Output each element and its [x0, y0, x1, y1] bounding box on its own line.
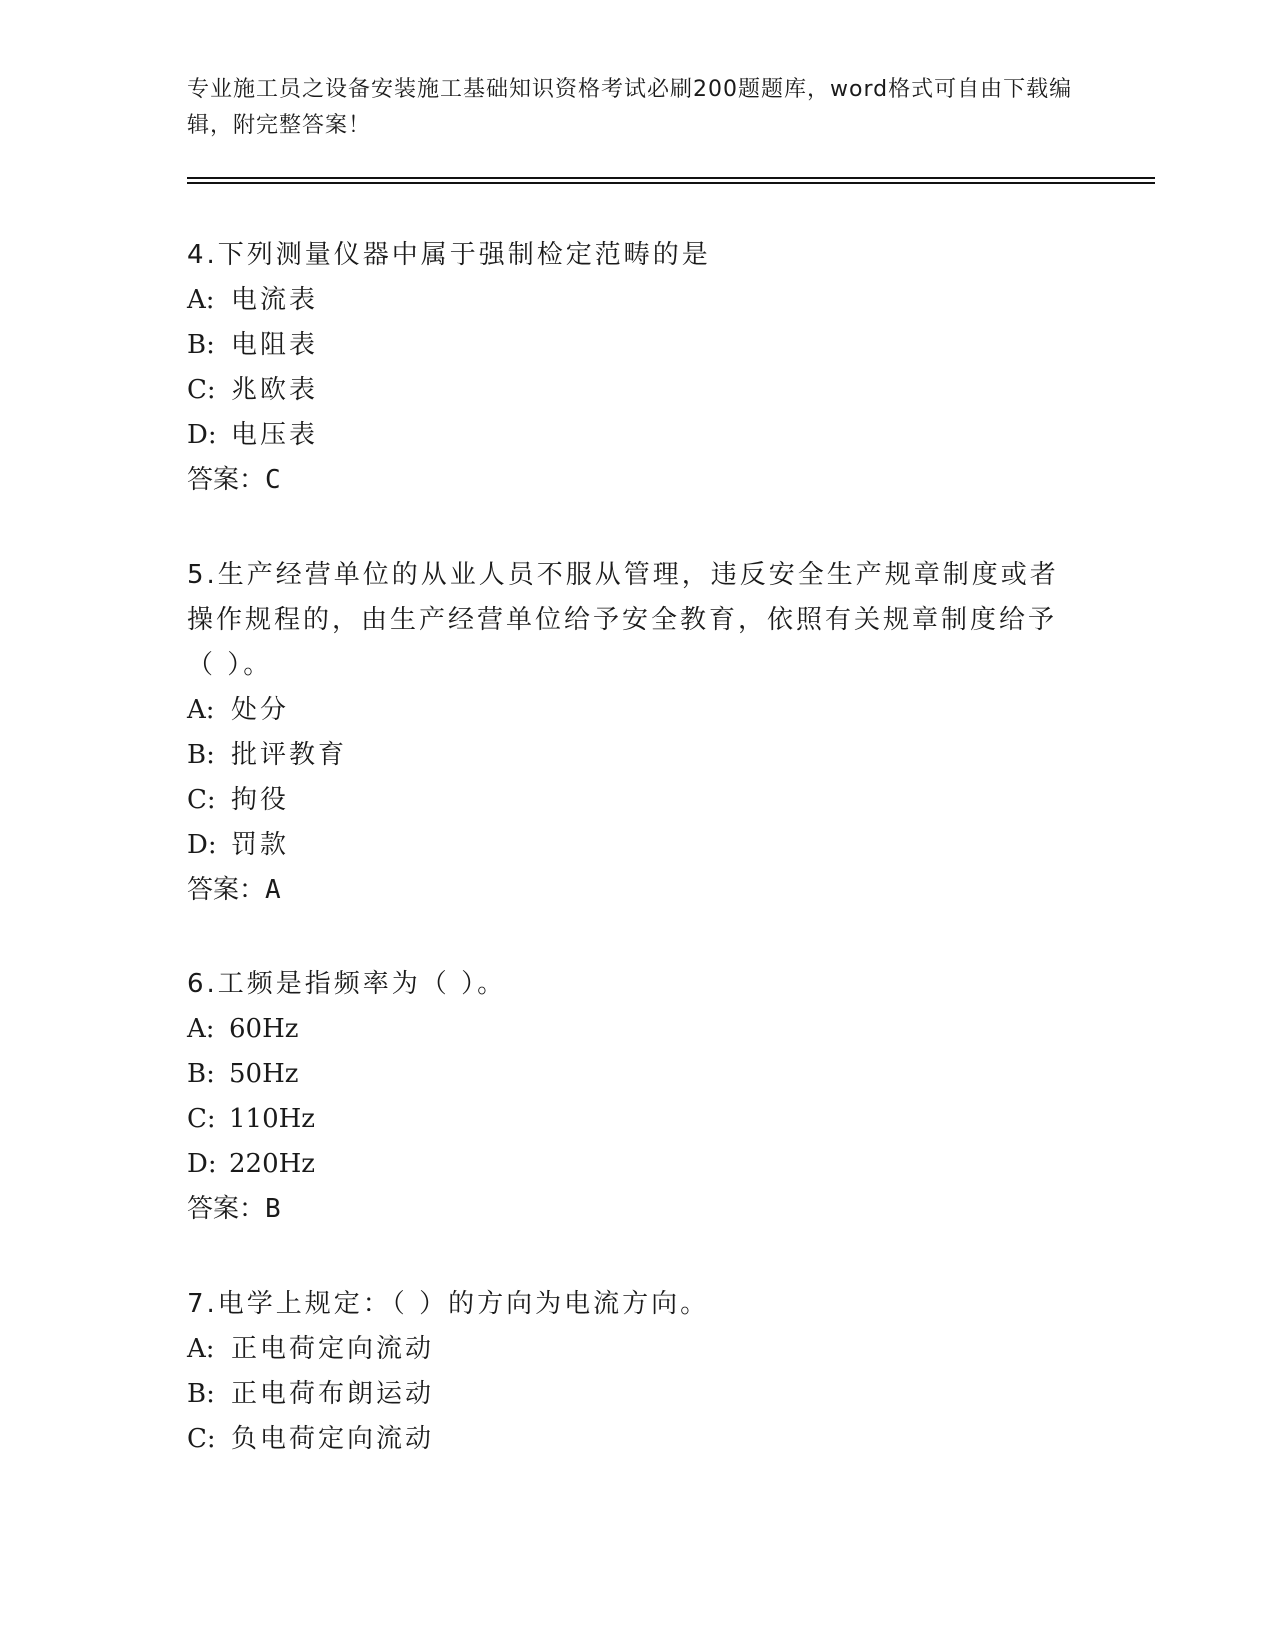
option-key: A: [187, 1014, 215, 1044]
option-key: C: [187, 785, 216, 815]
option-text: 电流表 [231, 285, 319, 315]
header-divider-top [187, 177, 1155, 179]
option-d [187, 823, 1067, 868]
option-key: D: [187, 830, 217, 860]
question-stem: 6.工频是指频率为（ ）。 [187, 969, 507, 999]
answer-label: 答案： [187, 465, 266, 495]
option-b [187, 1372, 1067, 1417]
option-text: 电阻表 [231, 330, 319, 360]
option-text: 60Hz [229, 1014, 299, 1044]
option-a [187, 688, 1067, 733]
option-text: 220Hz [229, 1149, 315, 1179]
header-divider-bottom [187, 182, 1155, 184]
answer-line [187, 868, 1067, 913]
document-header: 专业施工员之设备安装施工基础知识资格考试必刷200题题库，word格式可自由下载编辑，附完整答案！ [187, 77, 1073, 138]
option-b [187, 323, 1067, 368]
option-text: 正电荷定向流动 [231, 1334, 435, 1364]
answer-value: C [265, 465, 281, 495]
answer-label: 答案： [187, 1194, 266, 1224]
answer-value: A [265, 875, 281, 905]
question-6 [187, 962, 1067, 1232]
option-key: B: [187, 1379, 215, 1409]
option-b [187, 1052, 1067, 1097]
option-key: C: [187, 1424, 216, 1454]
answer-line [187, 458, 1067, 503]
answer-line [187, 1187, 1067, 1232]
option-key: B: [187, 330, 215, 360]
option-c [187, 1417, 1067, 1462]
option-d [187, 1142, 1067, 1187]
option-a [187, 278, 1067, 323]
answer-value: B [265, 1194, 281, 1224]
option-c [187, 778, 1067, 823]
option-text: 拘役 [231, 785, 290, 815]
option-key: B: [187, 1059, 215, 1089]
option-text: 正电荷布朗运动 [231, 1379, 435, 1409]
option-key: A: [187, 695, 215, 725]
option-text: 负电荷定向流动 [231, 1424, 435, 1454]
answer-label: 答案： [187, 875, 266, 905]
option-text: 电压表 [231, 420, 319, 450]
option-text: 批评教育 [231, 740, 348, 770]
option-key: D: [187, 420, 217, 450]
question-stem: 5.生产经营单位的从业人员不服从管理，违反安全生产规章制度或者操作规程的，由生产经营单位给予安全教育，依照有关规章制度给予（ ）。 [187, 560, 1059, 680]
question-5 [187, 553, 1067, 913]
question-stem: 7.电学上规定：（ ）的方向为电流方向。 [187, 1289, 710, 1319]
option-d [187, 413, 1067, 458]
question-stem: 4.下列测量仪器中属于强制检定范畴的是 [187, 240, 711, 270]
option-text: 110Hz [229, 1104, 315, 1134]
option-a [187, 1007, 1067, 1052]
option-c [187, 1097, 1067, 1142]
option-text: 兆欧表 [231, 375, 319, 405]
question-4 [187, 233, 1067, 503]
option-b [187, 733, 1067, 778]
option-text: 罚款 [231, 830, 290, 860]
option-text: 处分 [231, 695, 290, 725]
option-a [187, 1327, 1067, 1372]
option-key: A: [187, 285, 215, 315]
option-key: B: [187, 740, 215, 770]
option-key: C: [187, 1104, 216, 1134]
option-text: 50Hz [229, 1059, 299, 1089]
option-c [187, 368, 1067, 413]
option-key: D: [187, 1149, 217, 1179]
question-7 [187, 1282, 1067, 1462]
option-key: A: [187, 1334, 215, 1364]
option-key: C: [187, 375, 216, 405]
